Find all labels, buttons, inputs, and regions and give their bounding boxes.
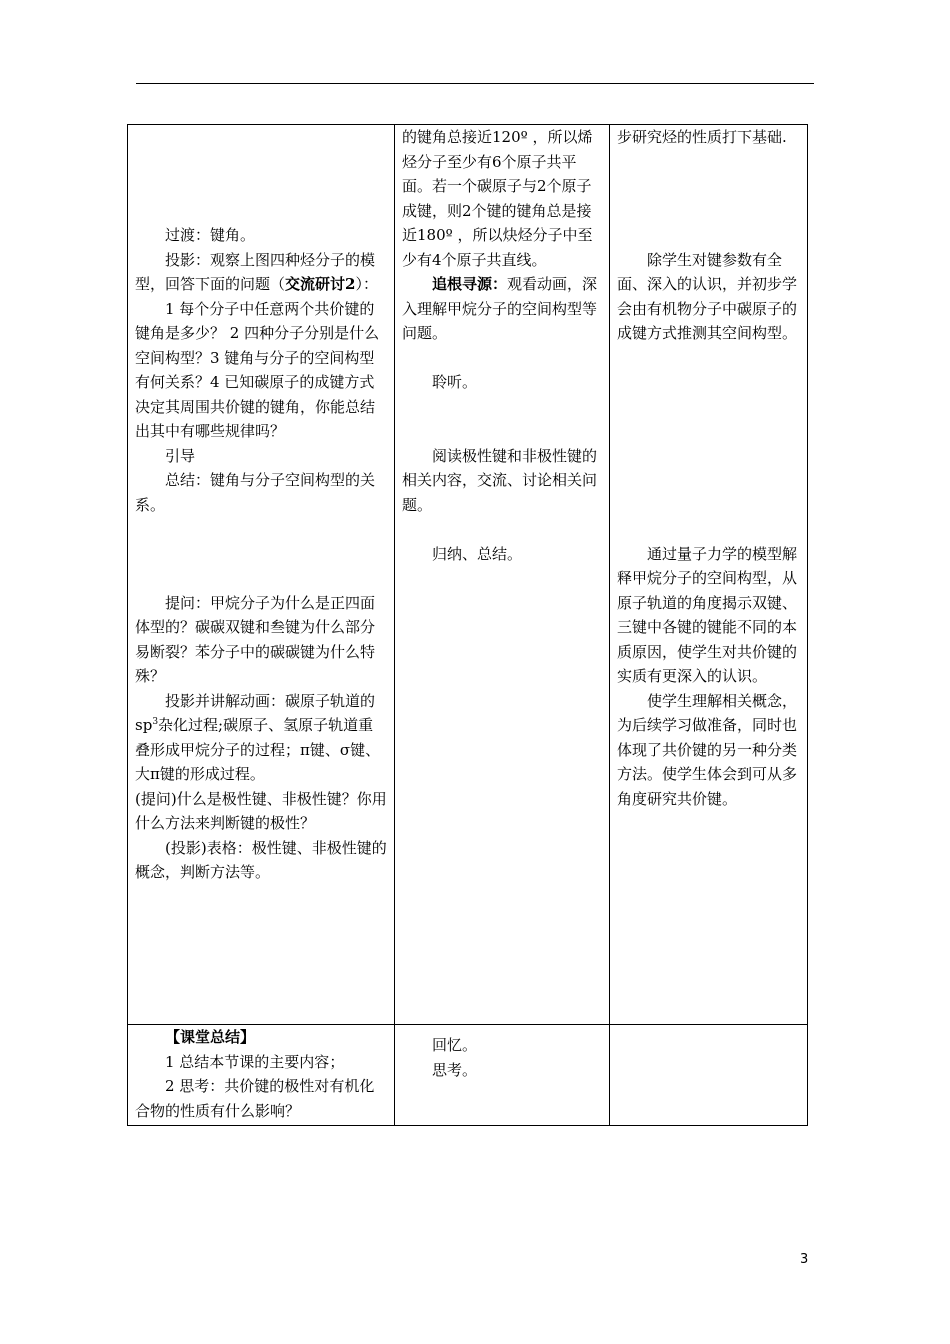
design-intent-3: 使学生理解相关概念，为后续学习做准备，同时也体现了共价键的另一种分类方法。使学生体会到可从多角度研究共价键。: [617, 691, 798, 808]
listen-text: 聆听。: [432, 373, 478, 391]
guide-text: 引导: [165, 446, 196, 465]
transition-text: 过渡：键角。: [165, 226, 256, 244]
summary-heading: 【课堂总结】: [165, 1028, 256, 1046]
read-text: 阅读极性键和非极性键的相关内容，交流、讨论相关问题。: [402, 446, 598, 514]
summary-text: 总结：键角与分子空间构型的关系。: [135, 471, 376, 514]
design-continued-text: 步研究烃的性质打下基础.: [617, 128, 787, 146]
lesson-plan-table: [127, 124, 808, 1126]
summary-design-cell: [610, 1025, 808, 1126]
summary-item-2: 2 思考：共价键的极性对有机化合物的性质有什么影响？: [135, 1077, 375, 1120]
trace-text: 追根寻源：观看动画，深入理解甲烷分子的空间构型等问题。: [402, 275, 598, 342]
trace-bold: 追根寻源：: [432, 275, 508, 293]
ask-text: 提问：甲烷分子为什么是正四面体型的？碳碳双键和叁键为什么部分易断裂？苯分子中的碳碳键为什么特殊？: [135, 593, 376, 685]
page-number: 3: [800, 1252, 809, 1267]
design-intent-2: 通过量子力学的模型解释甲烷分子的空间构型，从原子轨道的角度揭示双键、三键中各键的键能不同的本质原因，使学生对共价键的实质有更深入的认识。: [617, 544, 798, 685]
questions-text: 1 每个分子中任意两个共价键的键角是多少？ 2 四种分子分别是什么空间构型？3 键角与分子的空间构型有何关系？4 已知碳原子的成键方式决定其周围共价键的键角，你能总结出其中有哪些规律吗？: [135, 299, 380, 440]
table-row: [128, 125, 808, 1025]
projection-text: 投影：观察上图四种烃分子的模型，回答下面的问题（交流研讨2）：: [135, 250, 378, 293]
teacher-activity-cell: [128, 125, 395, 1025]
summary-student-cell: [395, 1025, 610, 1126]
think-text: 思考。: [432, 1060, 478, 1079]
header-rule: [136, 83, 814, 84]
recall-text: 回忆。: [432, 1036, 478, 1054]
table-projection-text: (投影)表格：极性键、非极性键的概念，判断方法等。: [135, 838, 387, 881]
polar-question-text: (提问)什么是极性键、非极性键？你用什么方法来判断键的极性？: [135, 789, 387, 832]
student-continued-text: 的键角总接近120º ，所以烯烃分子至少有6个原子共平面。若一个碳原子与2个原子成键，则2个键的键角总是接近180º ，所以炔烃分子中至少有4个原子共直线。: [402, 128, 593, 269]
design-intent-1: 除学生对键参数有全面、深入的认识，并初步学会由有机物分子中碳原子的成键方式推测其空间构型。: [617, 250, 798, 342]
conclude-text: 归纳、总结。: [432, 544, 523, 563]
animation-text: 投影并讲解动画：碳原子轨道的$sp^3$杂化过程;碳原子、氢原子轨道重叠形成甲烷分子的过程；π键、σ键、大π键的形成过程。: [135, 691, 381, 783]
summary-item-1: 1 总结本节课的主要内容；: [165, 1052, 345, 1071]
summary-teacher-cell: [128, 1025, 395, 1126]
projection-bold: 交流研讨2: [285, 275, 356, 293]
design-intent-cell: [610, 125, 808, 1025]
student-activity-cell: [395, 125, 610, 1025]
table-row: [128, 1025, 808, 1126]
